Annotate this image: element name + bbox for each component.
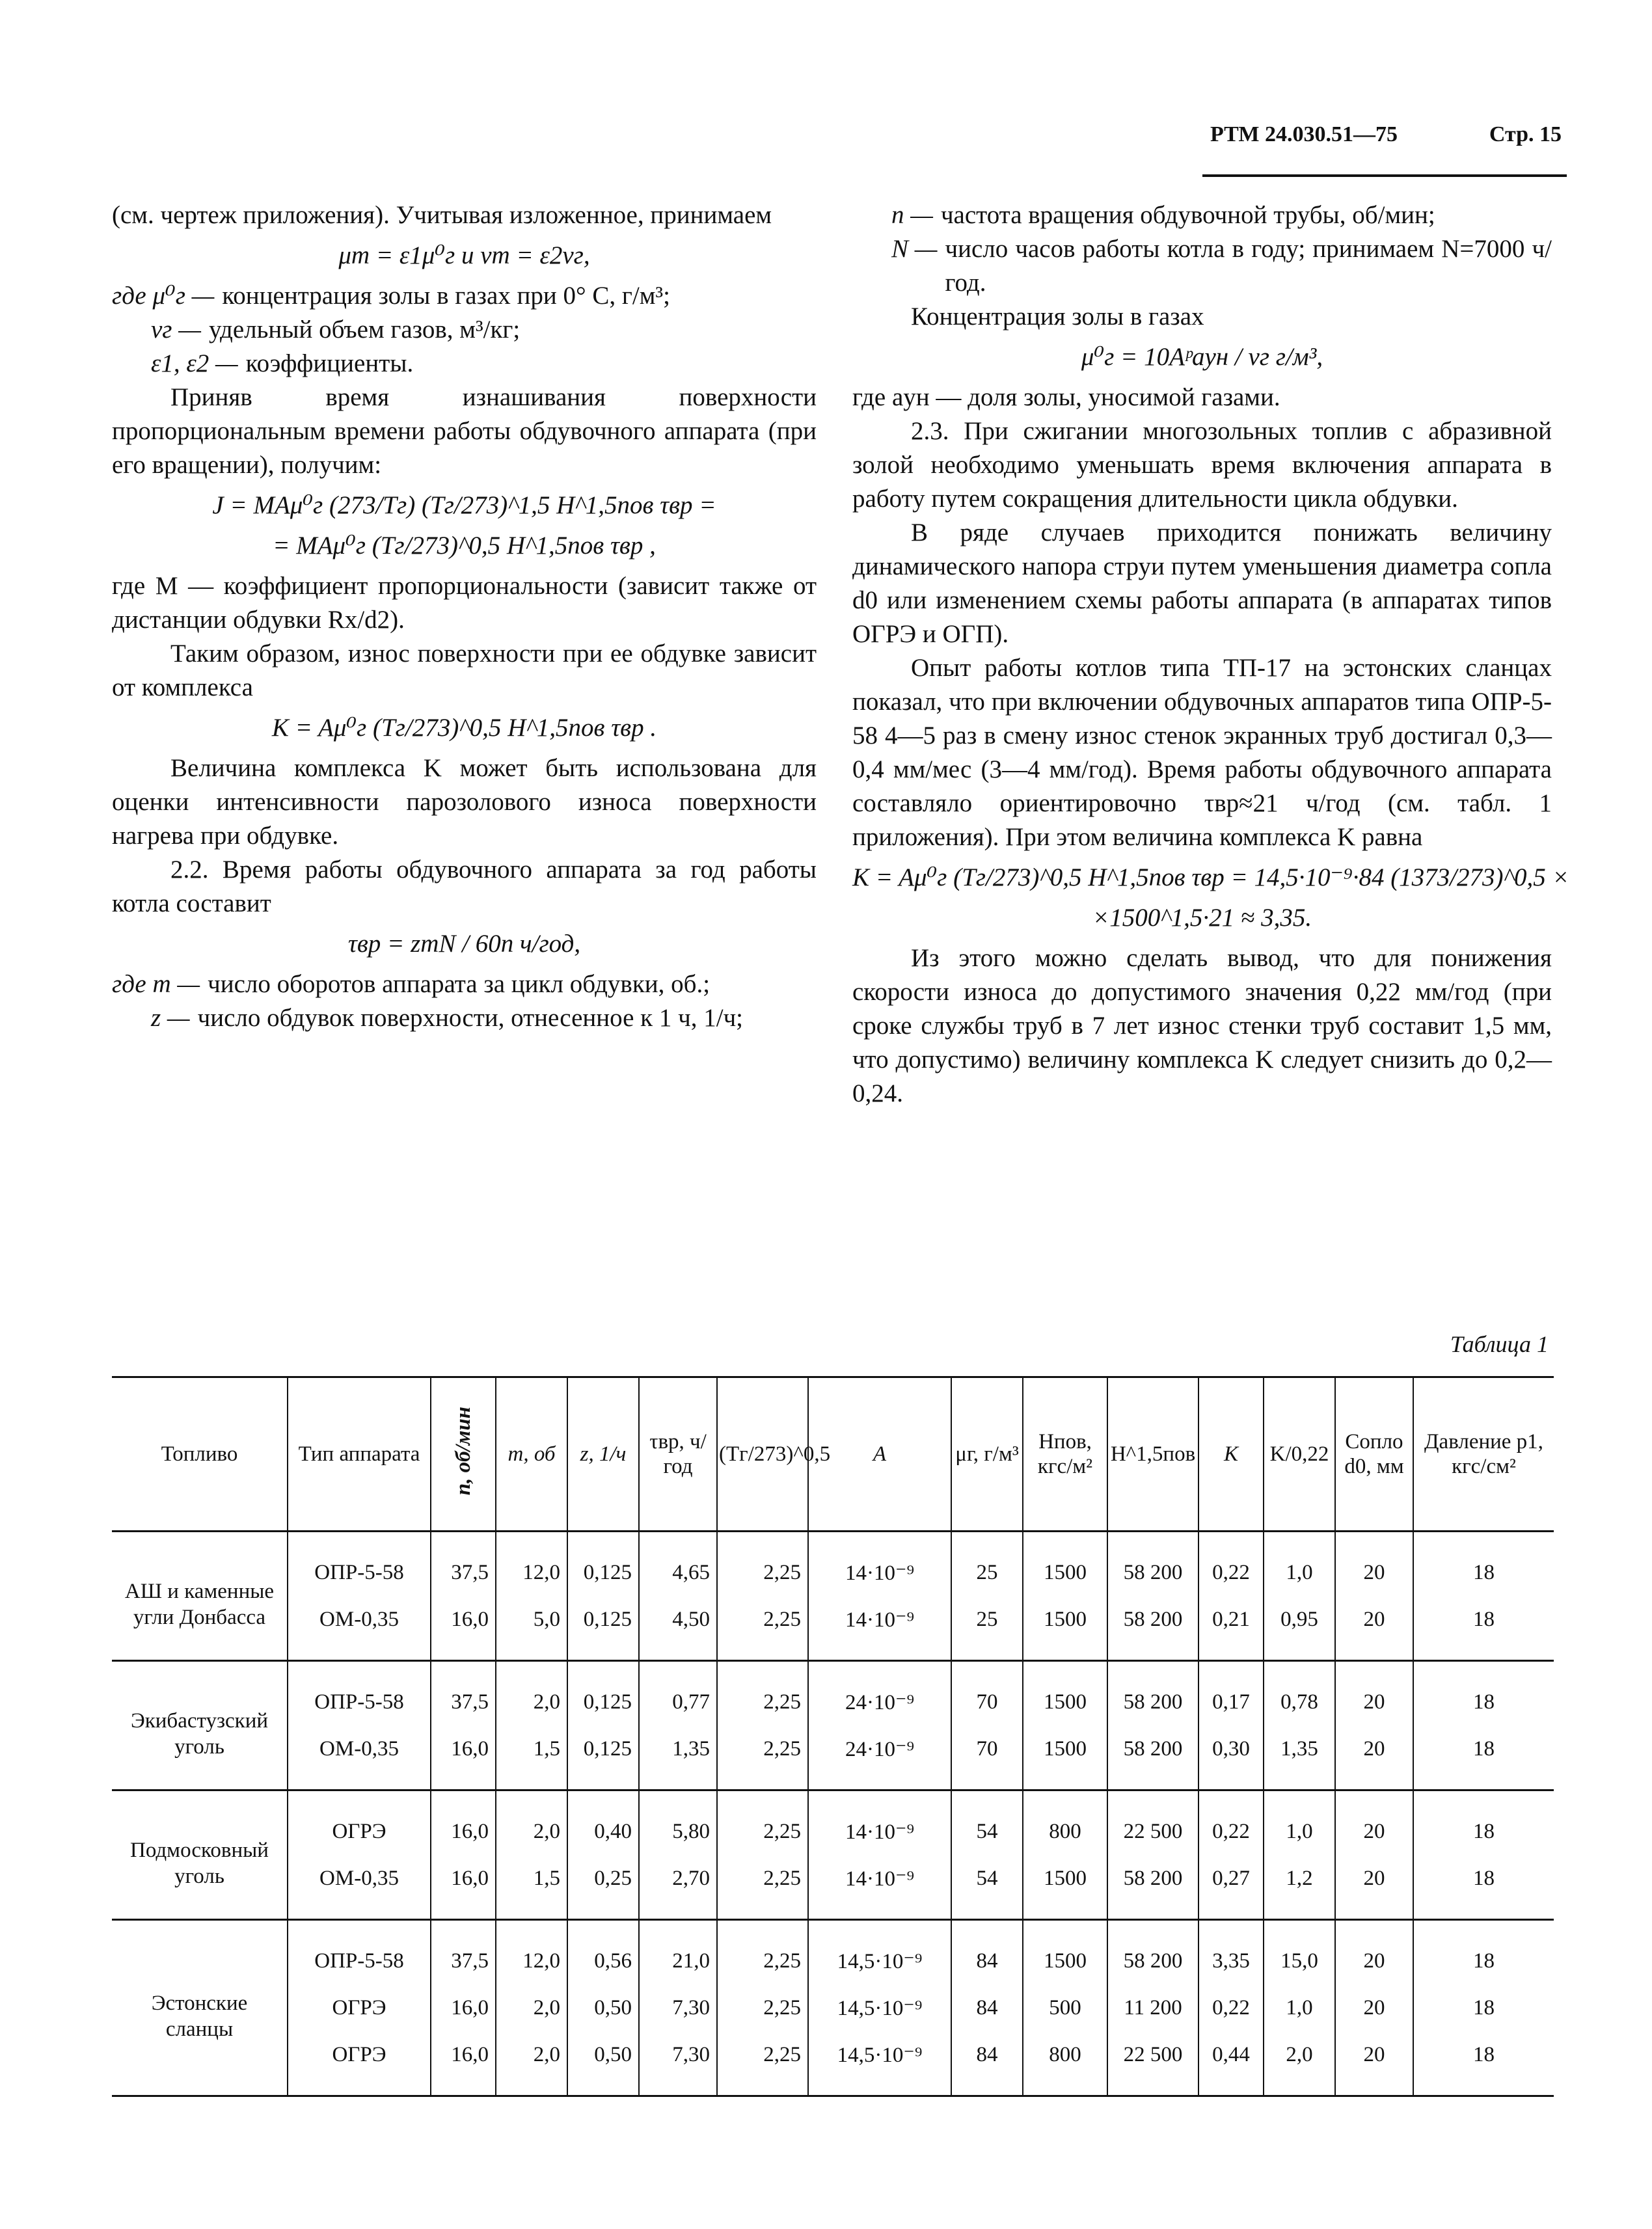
- table-cell: 2,25: [717, 2031, 808, 2096]
- table-cell: 2,25: [717, 1790, 808, 1856]
- fuel-cell: Подмосковный уголь: [112, 1790, 288, 1920]
- column-header: z, 1/ч: [567, 1377, 639, 1532]
- table-cell: 0,25: [567, 1855, 639, 1920]
- definition-symbol: vг —: [151, 316, 201, 344]
- table-cell: 15,0: [1264, 1920, 1335, 1985]
- paragraph: Таким образом, износ поверхности при ее обдувке зависит от комплекса: [112, 640, 817, 701]
- table-cell: 2,25: [717, 1855, 808, 1920]
- table-cell: 2,25: [717, 1725, 808, 1790]
- definition: [852, 232, 1552, 300]
- table-cell: 58 200: [1107, 1855, 1198, 1920]
- table-cell: 2,70: [639, 1855, 717, 1920]
- paragraph: где aун — доля золы, уносимой газами.: [852, 383, 1280, 411]
- table-cell: 2,25: [717, 1596, 808, 1661]
- table-cell: 20: [1335, 1661, 1413, 1726]
- table-cell: 1,0: [1264, 1532, 1335, 1597]
- table-cell: 800: [1023, 2031, 1107, 2096]
- table-cell: 58 200: [1107, 1725, 1198, 1790]
- table-cell: 20: [1335, 1725, 1413, 1790]
- table-body: [112, 1532, 1554, 2096]
- table-cell: 18: [1413, 1984, 1554, 2031]
- table-cell: 0,77: [639, 1661, 717, 1726]
- table-cell: ОМ-0,35: [288, 1596, 431, 1661]
- table-cell: 1500: [1023, 1920, 1107, 1985]
- table-cell: 0,21: [1198, 1596, 1264, 1661]
- table-caption: Таблица 1: [1450, 1331, 1549, 1357]
- column-header: Топливо: [112, 1377, 288, 1532]
- paragraph: Величина комплекса K может быть использована для оценки интенсивности парозолового износа поверхности нагрева при обдувке.: [112, 754, 817, 850]
- table-cell: 1,0: [1264, 1790, 1335, 1856]
- table-cell: 2,25: [717, 1920, 808, 1985]
- paragraph: 2.2. Время работы обдувочного аппарата за год работы котла составит: [112, 856, 817, 917]
- table-cell: 20: [1335, 2031, 1413, 2096]
- table-cell: 16,0: [431, 1596, 496, 1661]
- table-cell: 37,5: [431, 1920, 496, 1985]
- table-cell: 16,0: [431, 1725, 496, 1790]
- column-header: (Tг/273)^0,5: [717, 1377, 808, 1532]
- table-cell: 20: [1335, 1790, 1413, 1856]
- table-header-row: [112, 1377, 1554, 1532]
- table-cell: 54: [951, 1790, 1023, 1856]
- right-column: [852, 198, 1569, 1111]
- table-cell: 0,95: [1264, 1596, 1335, 1661]
- table-cell: 0,125: [567, 1661, 639, 1726]
- table-cell: 18: [1413, 1596, 1554, 1661]
- table-cell: 16,0: [431, 1855, 496, 1920]
- table-row: [112, 1920, 1554, 1985]
- table-row: [112, 1790, 1554, 1856]
- table-cell: 2,0: [496, 2031, 567, 2096]
- table-cell: 14·10⁻⁹: [808, 1790, 951, 1856]
- paragraph: В ряде случаев приходится понижать величину динамического напора струи путем уменьшения диаметра сопла d0 или изменением схемы работы аппарата (в аппаратах типов ОГРЭ и ОГП).: [852, 519, 1552, 648]
- table-cell: 58 200: [1107, 1920, 1198, 1985]
- formula: = MAμ⁰г (Tг/273)^0,5 H^1,5пов τвр ,: [273, 532, 656, 560]
- table-cell: 1500: [1023, 1725, 1107, 1790]
- table-cell: 0,50: [567, 1984, 639, 2031]
- data-table: [112, 1376, 1554, 2097]
- definition-text: удельный объем газов, м³/кг;: [208, 316, 521, 344]
- table-cell: 18: [1413, 1532, 1554, 1597]
- table-cell: 0,125: [567, 1725, 639, 1790]
- table-cell: 18: [1413, 1725, 1554, 1790]
- table-row: [112, 1984, 1554, 2031]
- table-cell: 1,35: [1264, 1725, 1335, 1790]
- table-row: [112, 1855, 1554, 1920]
- table-cell: 20: [1335, 1532, 1413, 1597]
- paragraph: Опыт работы котлов типа ТП-17 на эстонских сланцах показал, что при включении обдувочных аппаратов типа ОПР-5-58 4—5 раз в смену износ стенок экранных труб достигал 0,3—0,4 мм/мес (3—4 мм/год). Время работы обдувочного аппарата составляло ориентировочно τвр≈21 ч/год (см. табл. 1 приложения). При этом величина комплекса K равна: [852, 654, 1552, 851]
- definition-text: концентрация золы в газах при 0° С, г/м³;: [222, 282, 670, 310]
- table-cell: 2,0: [496, 1790, 567, 1856]
- table-cell: 70: [951, 1725, 1023, 1790]
- table-cell: 21,0: [639, 1920, 717, 1985]
- column-header: τвр, ч/год: [639, 1377, 717, 1532]
- table-cell: ОМ-0,35: [288, 1855, 431, 1920]
- table-cell: ОГРЭ: [288, 2031, 431, 2096]
- definition-text: коэффициенты.: [245, 349, 414, 377]
- table-cell: 37,5: [431, 1661, 496, 1726]
- fuel-cell: Экибастузский уголь: [112, 1661, 288, 1790]
- table-cell: 0,125: [567, 1596, 639, 1661]
- table-cell: ОПР-5-58: [288, 1532, 431, 1597]
- header-rule: [1202, 174, 1567, 177]
- table-cell: 1,2: [1264, 1855, 1335, 1920]
- column-header: K/0,22: [1264, 1377, 1335, 1532]
- column-header: Тип аппарата: [288, 1377, 431, 1532]
- table-cell: 22 500: [1107, 2031, 1198, 2096]
- table-cell: 20: [1335, 1855, 1413, 1920]
- table-row: [112, 1596, 1554, 1661]
- table-cell: 500: [1023, 1984, 1107, 2031]
- table-cell: 2,25: [717, 1661, 808, 1726]
- column-header: K: [1198, 1377, 1264, 1532]
- paragraph: Приняв время изнашивания поверхности пропорциональным времени работы обдувочного аппарата (при его вращении), получим:: [112, 383, 817, 479]
- table-cell: 800: [1023, 1790, 1107, 1856]
- table-cell: 70: [951, 1661, 1023, 1726]
- table-cell: 5,0: [496, 1596, 567, 1661]
- table-cell: 18: [1413, 1661, 1554, 1726]
- table-cell: 14·10⁻⁹: [808, 1596, 951, 1661]
- table-cell: 0,40: [567, 1790, 639, 1856]
- table-cell: 12,0: [496, 1532, 567, 1597]
- table-cell: 84: [951, 1984, 1023, 2031]
- column-header: H^1,5пов: [1107, 1377, 1198, 1532]
- definition: [112, 967, 817, 1001]
- column-header: [431, 1377, 496, 1532]
- table-cell: 18: [1413, 1790, 1554, 1856]
- table-cell: 58 200: [1107, 1661, 1198, 1726]
- table-cell: 14·10⁻⁹: [808, 1855, 951, 1920]
- table-cell: 14,5·10⁻⁹: [808, 1984, 951, 2031]
- table-cell: 2,0: [496, 1984, 567, 2031]
- table-cell: 37,5: [431, 1532, 496, 1597]
- table-cell: 14,5·10⁻⁹: [808, 1920, 951, 1985]
- definition-text: число часов работы котла в году; принимаем N=7000 ч/год.: [945, 235, 1552, 297]
- column-header: Hпов, кгс/м²: [1023, 1377, 1107, 1532]
- definition-symbol: N —: [891, 235, 938, 263]
- table-cell: 0,27: [1198, 1855, 1264, 1920]
- formula: μ⁰г = 10Aᵖaун / vг г/м³,: [1081, 343, 1323, 371]
- table-cell: 1,35: [639, 1725, 717, 1790]
- table-cell: 1,5: [496, 1725, 567, 1790]
- table-cell: 12,0: [496, 1920, 567, 1985]
- definition: [112, 347, 817, 381]
- table-cell: 0,44: [1198, 2031, 1264, 2096]
- table-cell: 0,78: [1264, 1661, 1335, 1726]
- table-cell: ОГРЭ: [288, 1984, 431, 2031]
- table-cell: 2,0: [1264, 2031, 1335, 2096]
- table-row: [112, 1725, 1554, 1790]
- formula: J = MAμ⁰г (273/Tг) (Tг/273)^1,5 H^1,5пов τвр =: [212, 491, 716, 519]
- table-cell: 0,22: [1198, 1984, 1264, 2031]
- column-header: μг, г/м³: [951, 1377, 1023, 1532]
- table-cell: 20: [1335, 1596, 1413, 1661]
- table-cell: 0,125: [567, 1532, 639, 1597]
- table-cell: ОМ-0,35: [288, 1725, 431, 1790]
- table-cell: 54: [951, 1855, 1023, 1920]
- table-cell: 16,0: [431, 2031, 496, 2096]
- left-column: [112, 198, 817, 1035]
- paragraph: Из этого можно сделать вывод, что для понижения скорости износа до допустимого значения 0,22 мм/год (при сроке службы труб в 7 лет износ стенки труб составит 1,5 мм, что допустимо) величину комплекса K следует снизить до 0,2—0,24.: [852, 944, 1552, 1107]
- table-cell: 18: [1413, 1855, 1554, 1920]
- table-cell: 20: [1335, 1920, 1413, 1985]
- table-cell: 84: [951, 2031, 1023, 2096]
- table-cell: 22 500: [1107, 1790, 1198, 1856]
- definition-text: частота вращения обдувочной трубы, об/мин;: [940, 201, 1435, 229]
- table-cell: 0,56: [567, 1920, 639, 1985]
- table-cell: 25: [951, 1532, 1023, 1597]
- table-row: [112, 2031, 1554, 2096]
- document-code: РТМ 24.030.51—75: [1210, 122, 1398, 146]
- paragraph: Концентрация золы в газах: [911, 303, 1204, 331]
- column-header-label: n, об/мин: [452, 1407, 475, 1496]
- table-cell: 18: [1413, 2031, 1554, 2096]
- formula: K = Aμ⁰г (Tг/273)^0,5 H^1,5пов τвр .: [271, 714, 657, 742]
- formula: ×1500^1,5·21 ≈ 3,35.: [1092, 904, 1312, 932]
- column-header: Давление p1, кгс/см²: [1413, 1377, 1554, 1532]
- formula: τвр = zmN / 60n ч/год,: [347, 930, 581, 958]
- paragraph: где M — коэффициент пропорциональности (зависит также от дистанции обдувки Rx/d2).: [112, 572, 817, 634]
- table-cell: 58 200: [1107, 1532, 1198, 1597]
- table-cell: 1500: [1023, 1532, 1107, 1597]
- table-cell: 0,17: [1198, 1661, 1264, 1726]
- paragraph: (см. чертеж приложения). Учитывая изложенное, принимаем: [112, 201, 772, 229]
- table-cell: ОГРЭ: [288, 1790, 431, 1856]
- table-cell: 2,0: [496, 1661, 567, 1726]
- table-cell: 0,50: [567, 2031, 639, 2096]
- column-header: Сопло d0, мм: [1335, 1377, 1413, 1532]
- definition-symbol: где μ⁰г —: [112, 282, 215, 310]
- table-cell: 24·10⁻⁹: [808, 1661, 951, 1726]
- table-cell: 4,65: [639, 1532, 717, 1597]
- table-cell: 1500: [1023, 1661, 1107, 1726]
- page-header: [1210, 122, 1562, 147]
- table-cell: 0,30: [1198, 1725, 1264, 1790]
- table-cell: 14·10⁻⁹: [808, 1532, 951, 1597]
- definition-text: число обдувок поверхности, отнесенное к 1 ч, 1/ч;: [197, 1004, 744, 1032]
- table-cell: 1500: [1023, 1596, 1107, 1661]
- table-cell: 4,50: [639, 1596, 717, 1661]
- table-cell: 58 200: [1107, 1596, 1198, 1661]
- fuel-cell: Эстонские сланцы: [112, 1920, 288, 2096]
- column-header: A: [808, 1377, 951, 1532]
- table-cell: 1,0: [1264, 1984, 1335, 2031]
- table-cell: 2,25: [717, 1532, 808, 1597]
- table-row: [112, 1661, 1554, 1726]
- formula: μm = ε1μ⁰г и vm = ε2vг,: [338, 241, 590, 269]
- table-cell: 16,0: [431, 1790, 496, 1856]
- table-cell: 5,80: [639, 1790, 717, 1856]
- fuel-cell: АШ и каменные угли Донбасса: [112, 1532, 288, 1661]
- table-cell: 2,25: [717, 1984, 808, 2031]
- table-cell: 11 200: [1107, 1984, 1198, 2031]
- table-row: [112, 1532, 1554, 1597]
- table-cell: 0,22: [1198, 1790, 1264, 1856]
- table-cell: 3,35: [1198, 1920, 1264, 1985]
- definition: [852, 198, 1552, 232]
- table-cell: ОПР-5-58: [288, 1920, 431, 1985]
- definition: [112, 1001, 817, 1035]
- table-cell: 25: [951, 1596, 1023, 1661]
- column-header: m, об: [496, 1377, 567, 1532]
- definition-symbol: где m —: [112, 970, 200, 998]
- definition-text: число оборотов аппарата за цикл обдувки, об.;: [208, 970, 711, 998]
- table-cell: 7,30: [639, 2031, 717, 2096]
- table-cell: 18: [1413, 1920, 1554, 1985]
- definition: [112, 313, 817, 347]
- definition-symbol: z —: [151, 1004, 190, 1032]
- definition-symbol: ε1, ε2 —: [151, 349, 238, 377]
- table-cell: 1,5: [496, 1855, 567, 1920]
- table-cell: 20: [1335, 1984, 1413, 2031]
- page-number: Стр. 15: [1489, 122, 1562, 146]
- table-cell: 14,5·10⁻⁹: [808, 2031, 951, 2096]
- table-cell: 24·10⁻⁹: [808, 1725, 951, 1790]
- formula: K = Aμ⁰г (Tг/273)^0,5 H^1,5пов τвр = 14,5·10⁻⁹·84 (1373/273)^0,5 ×: [852, 863, 1569, 891]
- table-cell: 0,22: [1198, 1532, 1264, 1597]
- table-cell: ОПР-5-58: [288, 1661, 431, 1726]
- table-cell: 84: [951, 1920, 1023, 1985]
- definition: [112, 279, 817, 313]
- paragraph: 2.3. При сжигании многозольных топлив с абразивной золой необходимо уменьшать время включения аппарата в работу путем сокращения длительности цикла обдувки.: [852, 417, 1552, 513]
- table-cell: 1500: [1023, 1855, 1107, 1920]
- table-cell: 7,30: [639, 1984, 717, 2031]
- definition-symbol: n —: [891, 201, 933, 229]
- table-cell: 16,0: [431, 1984, 496, 2031]
